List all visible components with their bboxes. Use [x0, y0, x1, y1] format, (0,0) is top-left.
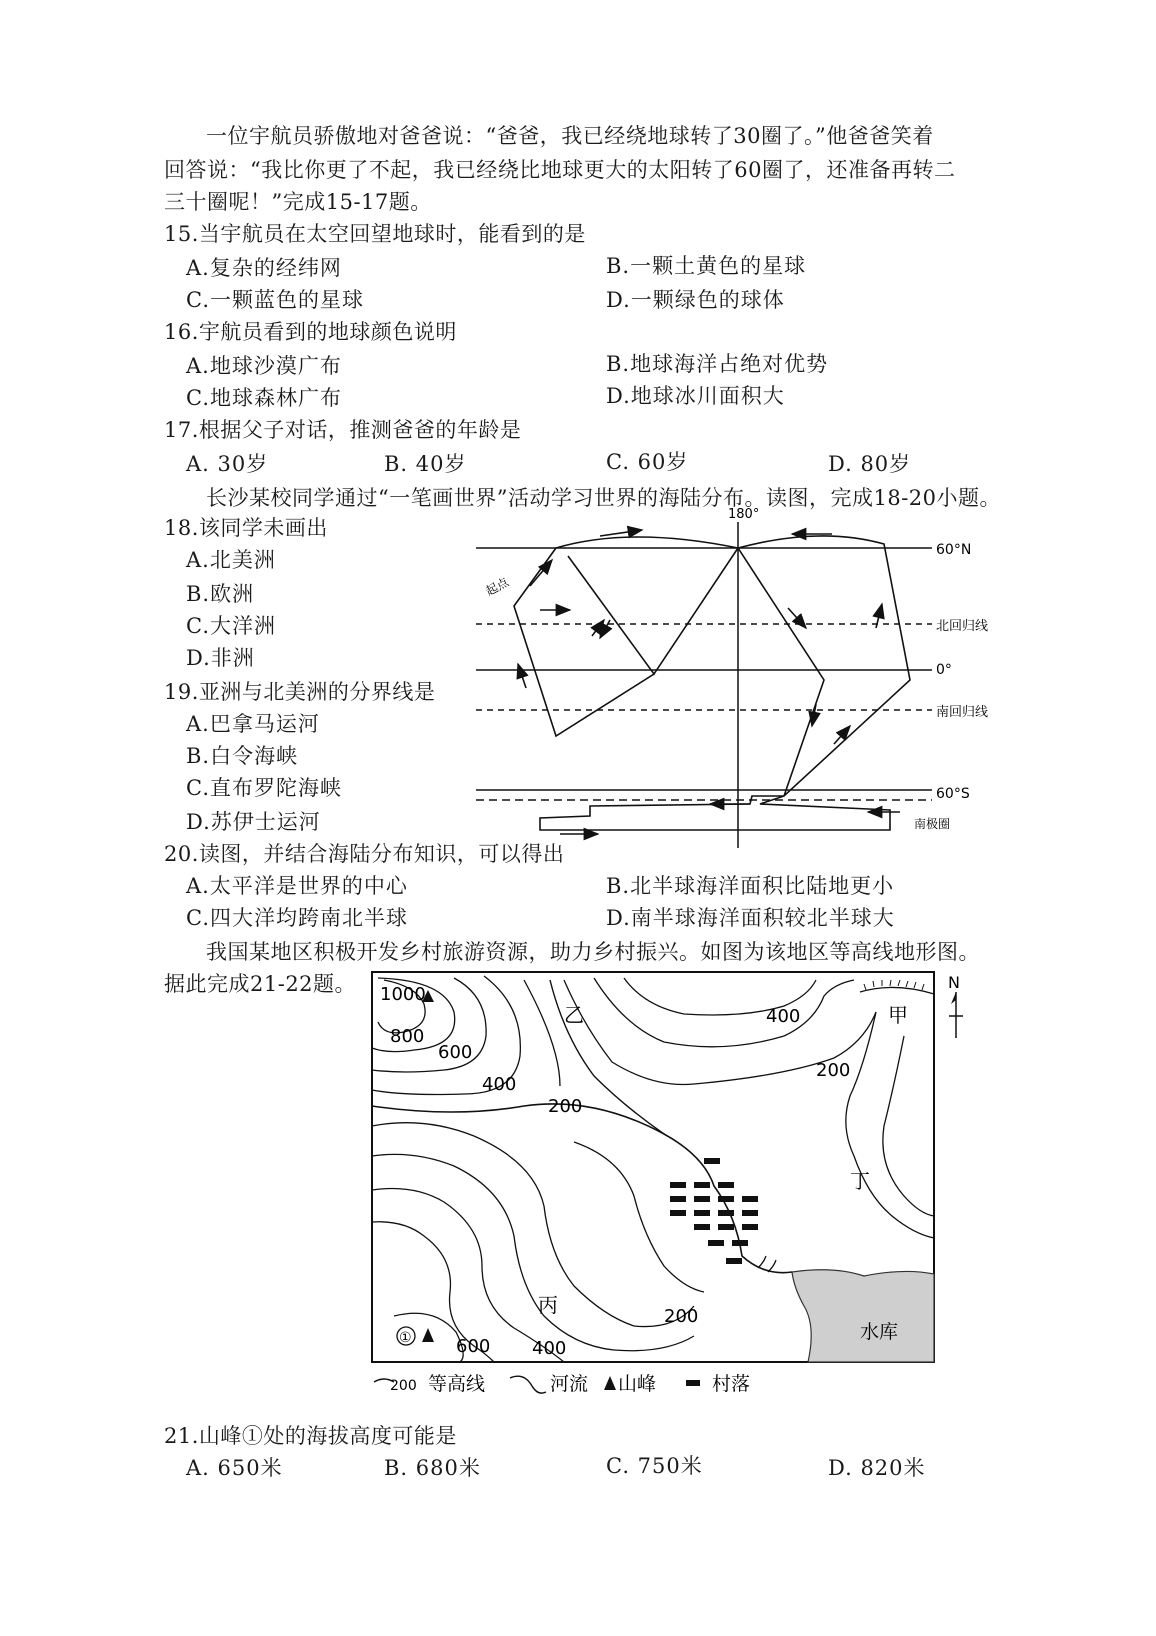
- q15-option-d[interactable]: D.一颗绿色的球体: [606, 288, 785, 312]
- q15-stem: 15.当宇航员在太空回望地球时，能看到的是: [164, 222, 586, 246]
- label-400-s: 400: [532, 1338, 567, 1359]
- q21-option-c[interactable]: C. 750米: [606, 1454, 703, 1478]
- q19-option-b[interactable]: B.白令海峡: [186, 744, 299, 768]
- label-start: 起点: [483, 574, 512, 599]
- reservoir-area: [792, 1270, 934, 1362]
- q15-option-c[interactable]: C.一颗蓝色的星球: [186, 288, 364, 312]
- q17-option-d[interactable]: D. 80岁: [828, 452, 912, 476]
- q17-stem: 17.根据父子对话，推测爸爸的年龄是: [164, 418, 522, 442]
- passage2: 长沙某校同学通过“一笔画世界”活动学习世界的海陆分布。读图，完成18-20小题。: [206, 486, 1002, 510]
- passage3-line1: 我国某地区积极开发乡村旅游资源，助力乡村振兴。如图为该地区等高线地形图。: [206, 940, 980, 964]
- label-1000: 1000: [380, 984, 426, 1005]
- q21-option-d[interactable]: D. 820米: [828, 1456, 926, 1480]
- q16-stem: 16.宇航员看到的地球颜色说明: [164, 320, 457, 344]
- passage1-line2: 回答说：“我比你更了不起，我已经绕比地球更大的太阳转了60圈了，还准备再转二: [164, 158, 956, 182]
- label-yi: 乙: [564, 1003, 584, 1027]
- label-600-nw: 600: [438, 1042, 473, 1063]
- q17-option-b[interactable]: B. 40岁: [384, 452, 467, 476]
- q20-option-c[interactable]: C.四大洋均跨南北半球: [186, 906, 408, 930]
- label-north: N: [948, 973, 960, 992]
- legend-contour: 等高线: [428, 1373, 486, 1395]
- q20-option-d[interactable]: D.南半球海洋面积较北半球大: [606, 906, 895, 930]
- label-antarctic: 南极圈: [914, 817, 951, 831]
- label-60n: 60°N: [936, 542, 972, 558]
- world-one-stroke-map: [470, 504, 1010, 854]
- legend-river: 河流: [550, 1373, 589, 1395]
- label-800: 800: [390, 1026, 425, 1047]
- label-600-sw: 600: [456, 1336, 491, 1357]
- label-200-nw: 200: [548, 1096, 583, 1117]
- label-jia: 甲: [888, 1003, 908, 1027]
- q20-option-b[interactable]: B.北半球海洋面积比陆地更小: [606, 874, 895, 898]
- q20-option-a[interactable]: A.太平洋是世界的中心: [186, 874, 408, 898]
- label-peak-1: ①: [399, 1330, 412, 1346]
- passage1-line1: 一位宇航员骄傲地对爸爸说：“爸爸，我已经绕地球转了30圈了。”他爸爸笑着: [206, 124, 934, 148]
- legend-village: 村落: [712, 1373, 751, 1395]
- q19-option-c[interactable]: C.直布罗陀海峡: [186, 776, 342, 800]
- one-stroke-path: [514, 536, 910, 830]
- q18-stem: 18.该同学未画出: [164, 516, 328, 540]
- q17-option-c[interactable]: C. 60岁: [606, 450, 689, 474]
- q16-option-a[interactable]: A.地球沙漠广布: [186, 354, 342, 378]
- q16-option-b[interactable]: B.地球海洋占绝对优势: [606, 352, 829, 376]
- q19-option-d[interactable]: D.苏伊士运河: [186, 810, 321, 834]
- label-reservoir: 水库: [860, 1321, 899, 1343]
- label-200-s: 200: [664, 1306, 699, 1327]
- q17-option-a[interactable]: A. 30岁: [186, 452, 269, 476]
- q18-option-a[interactable]: A.北美洲: [186, 548, 276, 572]
- q15-option-a[interactable]: A.复杂的经纬网: [186, 256, 342, 280]
- q18-option-b[interactable]: B.欧洲: [186, 582, 255, 606]
- q16-option-d[interactable]: D.地球冰川面积大: [606, 384, 785, 408]
- q19-option-a[interactable]: A.巴拿马运河: [186, 712, 320, 736]
- q18-option-d[interactable]: D.非洲: [186, 646, 255, 670]
- label-tropic-n: 北回归线: [936, 619, 989, 634]
- passage3-line2: 据此完成21-22题。: [164, 972, 357, 996]
- label-180: 180°: [728, 507, 760, 522]
- q21-option-b[interactable]: B. 680米: [384, 1456, 481, 1480]
- label-ding: 丁: [850, 1169, 870, 1193]
- legend-peak: 山峰: [618, 1373, 657, 1395]
- contour-map: [364, 966, 984, 1406]
- q21-option-a[interactable]: A. 650米: [186, 1456, 283, 1480]
- q20-stem: 20.读图，并结合海陆分布知识，可以得出: [164, 842, 565, 866]
- q15-option-b[interactable]: B.一颗土黄色的星球: [606, 254, 807, 278]
- label-tropic-s: 南回归线: [936, 705, 989, 720]
- q21-stem: 21.山峰①处的海拔高度可能是: [164, 1424, 457, 1448]
- label-bing: 丙: [538, 1293, 558, 1317]
- label-400-ne: 400: [766, 1006, 801, 1027]
- label-equator: 0°: [936, 662, 952, 678]
- q18-option-c[interactable]: C.大洋洲: [186, 614, 276, 638]
- label-200-ne: 200: [816, 1060, 851, 1081]
- label-60s: 60°S: [936, 786, 970, 802]
- passage1-line3: 三十圈呢！”完成15-17题。: [164, 190, 432, 214]
- legend-contour-value: 200: [390, 1378, 417, 1394]
- q16-option-c[interactable]: C.地球森林广布: [186, 386, 342, 410]
- label-400-nw: 400: [482, 1074, 517, 1095]
- q19-stem: 19.亚洲与北美洲的分界线是: [164, 680, 436, 704]
